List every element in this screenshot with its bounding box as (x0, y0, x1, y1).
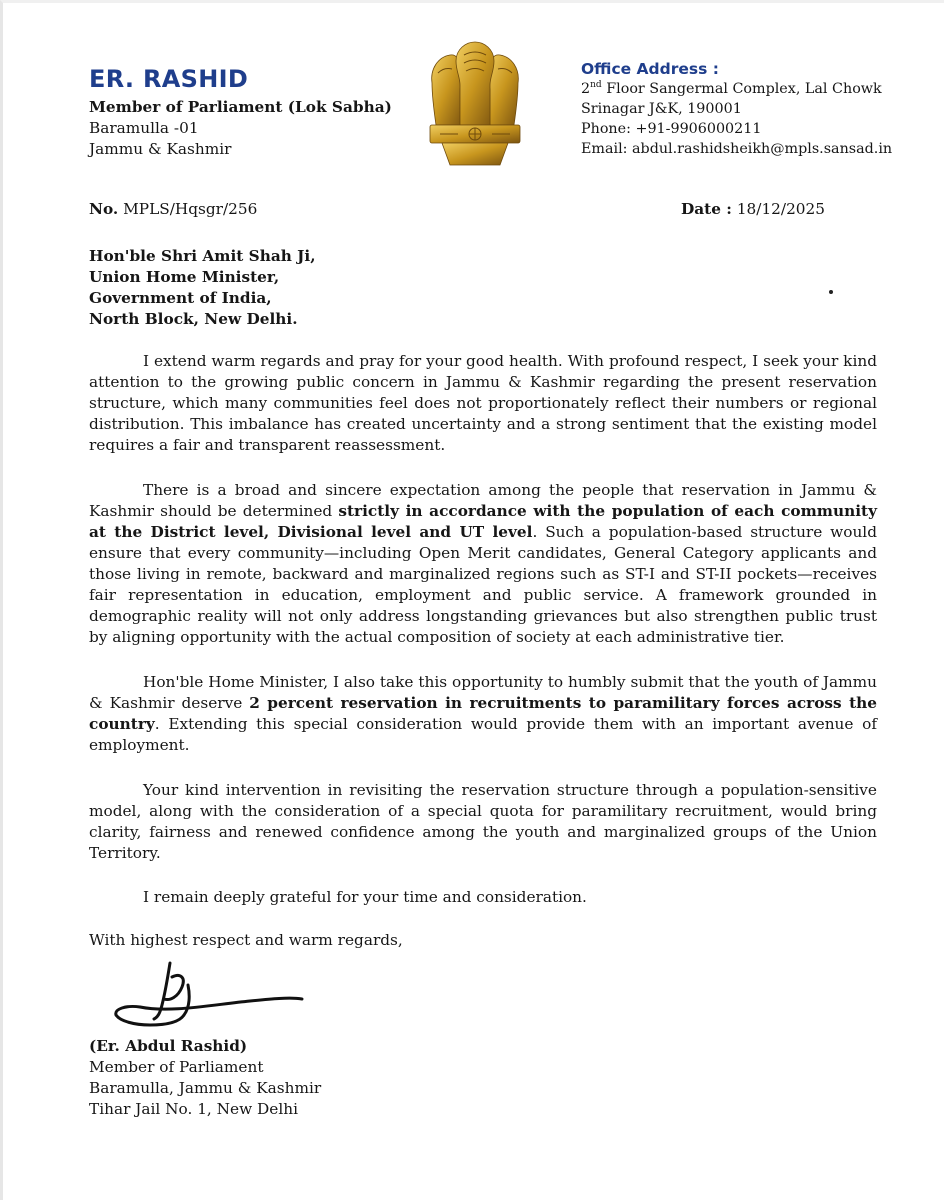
office-city: Srinagar J&K, 190001 (581, 101, 742, 117)
signatory-title: Member of Parliament (89, 1058, 264, 1076)
office-floor: 2nd Floor Sangermal Complex, Lal Chowk (581, 80, 882, 97)
body-paragraph-5: I remain deeply grateful for your time and consideration. (143, 888, 587, 906)
addressee-line: Union Home Minister, (89, 268, 280, 286)
mp-name: ER. RASHID (89, 65, 249, 93)
body-paragraph-1: I extend warm regards and pray for your good health. With profound respect, I seek your kind attention to the growing public concern in Jammu & Kashmir regarding the present reservation structure, which many communities feel does not proportionately reflect their numbers or regional distribution. This imbalance has created uncertainty and a strong sentiment that the existing model requires a fair and transparent reassessment. (89, 352, 877, 454)
office-email: Email: abdul.rashidsheikh@mpls.sansad.in (581, 141, 893, 157)
body-paragraph-3: Hon'ble Home Minister, I also take this opportunity to humbly submit that the youth of Jammu & Kashmir deserve 2 percent reservation in recruitments to paramilitary forces across the country. Extending this special consideration would provide them with an important avenue of employment. (89, 673, 877, 754)
national-emblem-icon (420, 39, 530, 169)
mp-state: Jammu & Kashmir (89, 140, 232, 158)
office-address-heading: Office Address : (581, 60, 719, 78)
letter-date: Date : 18/12/2025 (681, 200, 825, 218)
addressee-line: North Block, New Delhi. (89, 310, 298, 328)
stray-dot (829, 290, 833, 294)
body-paragraph-2: There is a broad and sincere expectation among the people that reservation in Jammu & Kashmir should be determined strictly in accordance with the population of each community at the District level, Divisional level and UT level. Such a population-based structure would ensure that every community—including Open Merit candidates, General Category applicants and those living in remote, backward and marginalized regions such as ST-I and ST-II pockets—receives fair representation in education, employment and public service. A framework grounded in demographic reality will not only address longstanding grievances but also strengthen public trust by aligning opportunity with the actual composition of society at each administrative tier. (89, 481, 877, 646)
signatory-name: (Er. Abdul Rashid) (89, 1037, 248, 1055)
handwritten-signature (110, 955, 310, 1035)
addressee-line: Government of India, (89, 289, 272, 307)
closing-salutation: With highest respect and warm regards, (89, 931, 403, 949)
mp-designation: Member of Parliament (Lok Sabha) (89, 98, 392, 116)
reference-number: No. MPLS/Hqsgr/256 (89, 200, 258, 218)
mp-constituency: Baramulla -01 (89, 119, 199, 137)
addressee-line: Hon'ble Shri Amit Shah Ji, (89, 247, 316, 265)
office-phone: Phone: +91-9906000211 (581, 121, 762, 137)
signatory-constituency: Baramulla, Jammu & Kashmir (89, 1079, 322, 1097)
body-paragraph-4: Your kind intervention in revisiting the reservation structure through a population-sensitive model, along with the consideration of a special quota for paramilitary recruitment, would bring clarity, fairness and renewed confidence among the youth and marginalized groups of the Union Territory. (89, 781, 877, 862)
signatory-location: Tihar Jail No. 1, New Delhi (89, 1100, 298, 1118)
